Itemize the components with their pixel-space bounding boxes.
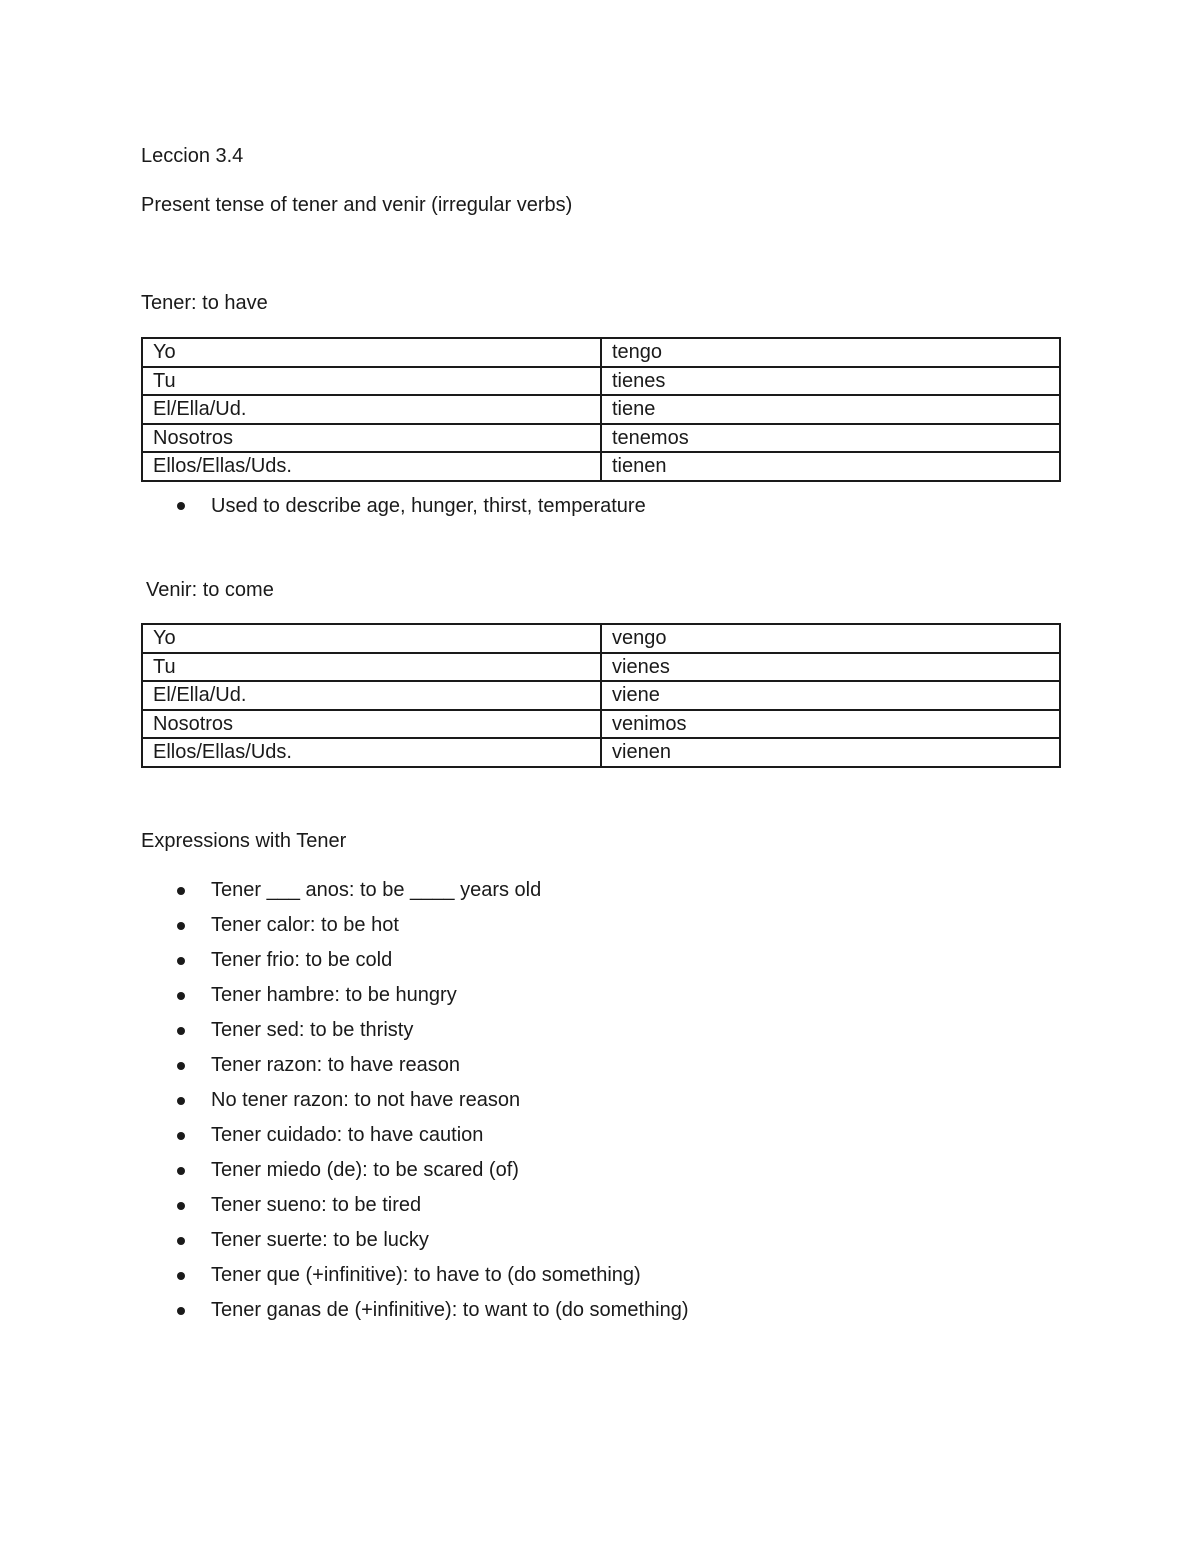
list-item [141, 1083, 688, 1118]
bullet-icon [177, 922, 185, 930]
verb-form-cell: vengo [601, 624, 1060, 653]
verb-form-cell: tengo [601, 338, 1060, 367]
list-item [141, 873, 688, 908]
table-row [142, 367, 1060, 396]
expression-text: Tener cuidado: to have caution [211, 1124, 484, 1146]
table-row [142, 681, 1060, 710]
bullet-icon [177, 1027, 185, 1035]
table-row [142, 710, 1060, 739]
table-row [142, 395, 1060, 424]
list-item [141, 1153, 688, 1188]
pronoun-cell: Ellos/Ellas/Uds. [142, 452, 601, 481]
bullet-icon [177, 1202, 185, 1210]
table-row [142, 424, 1060, 453]
pronoun-cell: Nosotros [142, 710, 601, 739]
list-item [141, 1223, 688, 1258]
tener-note-list [141, 494, 646, 518]
bullet-icon [177, 502, 185, 510]
verb-form-cell: tienes [601, 367, 1060, 396]
table-row [142, 738, 1060, 767]
tener-heading: Tener: to have [141, 292, 268, 314]
bullet-icon [177, 887, 185, 895]
expression-text: Tener sed: to be thristy [211, 1019, 414, 1041]
expression-text: Tener ___ anos: to be ____ years old [211, 879, 542, 901]
list-item [141, 943, 688, 978]
verb-form-cell: viene [601, 681, 1060, 710]
table-row [142, 624, 1060, 653]
pronoun-cell: Yo [142, 338, 601, 367]
list-item [141, 1293, 688, 1328]
expression-text: Tener sueno: to be tired [211, 1194, 422, 1216]
list-item [141, 1048, 688, 1083]
verb-form-cell: tienen [601, 452, 1060, 481]
bullet-icon [177, 1062, 185, 1070]
verb-form-cell: tiene [601, 395, 1060, 424]
list-item [141, 1258, 688, 1293]
expression-text: Tener miedo (de): to be scared (of) [211, 1159, 519, 1181]
expression-text: Tener que (+infinitive): to have to (do something) [211, 1264, 641, 1286]
verb-form-cell: venimos [601, 710, 1060, 739]
pronoun-cell: Yo [142, 624, 601, 653]
bullet-icon [177, 1237, 185, 1245]
list-item [141, 1013, 688, 1048]
list-item [141, 978, 688, 1013]
list-item [141, 1188, 688, 1223]
bullet-icon [177, 1167, 185, 1175]
expression-text: Tener razon: to have reason [211, 1054, 461, 1076]
bullet-icon [177, 1307, 185, 1315]
table-row [142, 452, 1060, 481]
verb-form-cell: vienen [601, 738, 1060, 767]
expression-text: No tener razon: to not have reason [211, 1089, 521, 1111]
expressions-list [141, 873, 688, 1328]
bullet-icon [177, 957, 185, 965]
lesson-title: Leccion 3.4 [141, 145, 244, 167]
verb-form-cell: tenemos [601, 424, 1060, 453]
bullet-icon [177, 992, 185, 1000]
expression-text: Tener suerte: to be lucky [211, 1229, 429, 1251]
pronoun-cell: El/Ella/Ud. [142, 681, 601, 710]
table-row [142, 653, 1060, 682]
expressions-heading: Expressions with Tener [141, 830, 347, 852]
bullet-icon [177, 1132, 185, 1140]
expression-text: Tener hambre: to be hungry [211, 984, 457, 1006]
verb-form-cell: vienes [601, 653, 1060, 682]
list-item [141, 908, 688, 943]
expression-text: Tener ganas de (+infinitive): to want to (do something) [211, 1299, 689, 1321]
pronoun-cell: Tu [142, 653, 601, 682]
bullet-icon [177, 1097, 185, 1105]
table-row [142, 338, 1060, 367]
lesson-subtitle: Present tense of tener and venir (irregular verbs) [141, 194, 573, 216]
pronoun-cell: Ellos/Ellas/Uds. [142, 738, 601, 767]
pronoun-cell: El/Ella/Ud. [142, 395, 601, 424]
expression-text: Tener frio: to be cold [211, 949, 393, 971]
list-item [141, 494, 646, 518]
list-item [141, 1118, 688, 1153]
expression-text: Tener calor: to be hot [211, 914, 399, 936]
tener-usage-note: Used to describe age, hunger, thirst, temperature [211, 495, 646, 517]
bullet-icon [177, 1272, 185, 1280]
pronoun-cell: Tu [142, 367, 601, 396]
venir-conjugation-table [141, 623, 1061, 768]
tener-conjugation-table [141, 337, 1061, 482]
venir-heading: Venir: to come [146, 579, 274, 601]
pronoun-cell: Nosotros [142, 424, 601, 453]
